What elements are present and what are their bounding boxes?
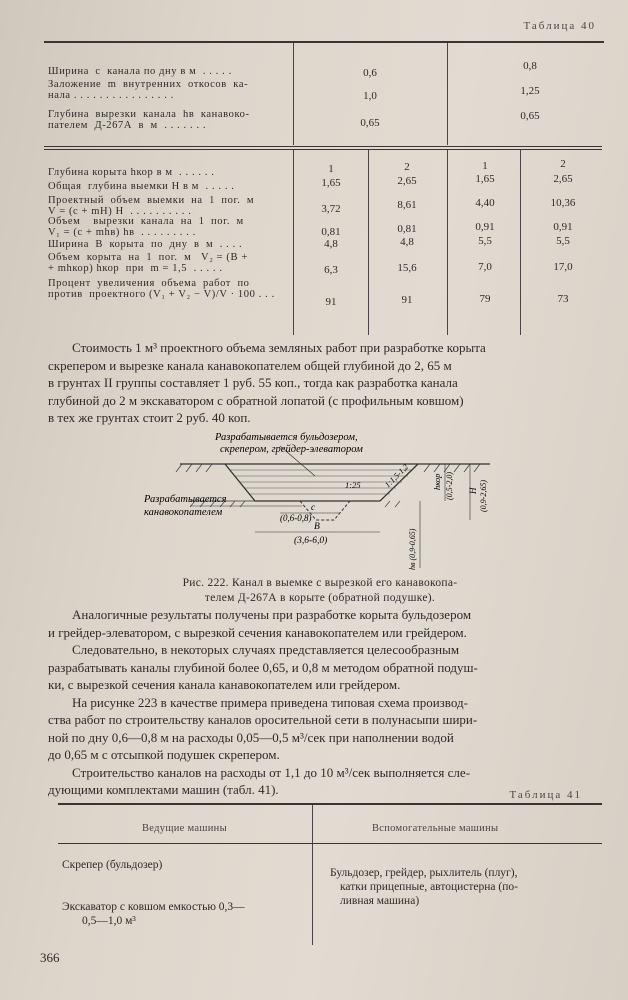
table-40-cell: 15,6 (397, 262, 417, 274)
text-line: Следовательно, в некоторых случаях представляется целесообразным (72, 642, 460, 657)
table-41-cell: Скрепер (бульдозер) (62, 859, 163, 871)
table-40-cell: 5,5 (556, 235, 570, 247)
table-40-cell: 2 (560, 158, 566, 170)
table-40-cell: 73 (557, 293, 569, 305)
figure-dim: (0,9-2,65) (479, 480, 488, 512)
figure-dim: (0,5-2,0) (445, 472, 454, 500)
text-line: Аналогичные результаты получены при разработке корыта бульдозером (72, 607, 472, 622)
text-line: На рисунке 223 в качестве примера приведена типовая схема производ- (72, 694, 468, 710)
table-40-row-label: Проектный объем выемки на 1 пог. м V = (с + mH) H . . . . . . . . . . (48, 195, 255, 217)
table-40-row-label: Заложение m внутренних откосов ка- нала . . . . . . . . . . . . . . . . (48, 79, 249, 101)
text-line: и грейдер-элеватором, с вырезкой сечения канавокопателем или грейдером. (48, 624, 467, 640)
table-40-row-label: Ширина с канала по дну в м . . . . . (48, 66, 232, 77)
table-41-caption: Таблица 41 (509, 789, 582, 801)
table-40-row-label: Объем корыта на 1 пог. м V₂ = (B + + mhкор) hкор при m = 1,5 . . . . . (48, 252, 248, 274)
body-paragraph (48, 606, 600, 799)
table-40-col-divider (520, 150, 521, 335)
table-40-cell: 0,81 (321, 226, 341, 238)
table-40-cell: 4,8 (324, 238, 338, 250)
table-40-row-label: Глубина корыта hкор в м . . . . . . (48, 167, 215, 178)
table-40-cell: 5,5 (478, 235, 492, 247)
canal-cross-section-figure (130, 428, 510, 573)
table-41-cell: ливная машина) (340, 895, 420, 907)
text-line: в тех же грунтах стоит 2 руб. 40 коп. (48, 410, 251, 425)
table-40-cell: 1,65 (475, 173, 495, 185)
table-40-cell: 0,81 (397, 223, 417, 235)
figure-dim: (0,6-0,8) (280, 513, 312, 523)
text-line: Строительство каналов на расходы от 1,1 до 10 м³/сек выполняется сле- (72, 764, 471, 780)
text-line: скрепером и вырезке канала канавокопателем общей глубиной до 2, 65 м (48, 357, 452, 373)
figure-dim: H (468, 487, 478, 494)
figure-dim: 1:1,5-1,2 (383, 462, 411, 490)
table-40-cell: 0,65 (520, 110, 540, 122)
table-40-cell: 6,3 (324, 264, 338, 276)
table-40-cell: 91 (325, 296, 337, 308)
table-40-cell: 79 (479, 293, 491, 305)
table-41-header: Ведущие машины (142, 823, 227, 834)
table-40-cell: 0,6 (363, 67, 377, 79)
figure-caption-line: Рис. 222. Канал в выемке с вырезкой его канавокопа- (182, 577, 458, 589)
table-40-cell: 2,65 (397, 175, 417, 187)
text-line: до 0,65 м с отсыпкой подушек скрепером. (48, 747, 280, 762)
text-line: ства работ по строительству каналов оросительной сети в полунасыпи шири- (48, 712, 478, 727)
table-40-mid-rule (44, 146, 602, 147)
table-41-cell: Бульдозер, грейдер, рыхлитель (плуг), (330, 867, 518, 879)
table-40-cell: 91 (401, 294, 413, 306)
table-40-cell: 1 (482, 160, 488, 172)
table-41-cell: катки прицепные, автоцистерна (по- (340, 881, 518, 893)
text-line: дующими комплектами машин (табл. 41). (48, 782, 279, 797)
text-line: ки, с вырезкой сечения канала канавокопателем или грейдером. (48, 677, 401, 692)
table-40-cell: 3,72 (321, 203, 341, 215)
figure-label: скрепером, грейдер-элеватором (220, 444, 363, 455)
figure-label: Разрабатывается (144, 494, 227, 505)
table-41-cell: Экскаватор с ковшом емкостью 0,3— (62, 901, 245, 913)
table-40-mid-rule (44, 149, 602, 150)
text-line: ной по дну 0,6—0,8 м на расходы 0,05—0,5 м³/сек при наполнении водой (48, 729, 454, 745)
figure-dim: 1:25 (345, 480, 361, 490)
figure-dim: (3,6-6,0) (294, 536, 328, 546)
text-line: глубиной до 2 м экскаватором с обратной лопатой (с профильным ковшом) (48, 392, 464, 408)
table-40-cell: 4,8 (400, 236, 414, 248)
table-40-row-label: Глубина вырезки канала hв канавоко- пателем Д-267А в м . . . . . . . (48, 109, 250, 131)
table-40-cell: 2 (404, 161, 410, 173)
figure-dim: hв (0,9-0,65) (408, 528, 417, 570)
table-40-col-divider (368, 150, 369, 335)
text-line: Стоимость 1 м³ проектного объема земляных работ при разработке корыта (72, 340, 486, 355)
table-40-cell: 17,0 (553, 261, 573, 273)
table-40-cell: 1,0 (363, 90, 377, 102)
table-40-cell: 7,0 (478, 261, 492, 273)
text-line: в грунтах II группы составляет 1 руб. 55 коп., тогда как разработка канала (48, 375, 458, 390)
table-40-col-divider (447, 150, 448, 335)
figure-dim: с (311, 502, 315, 512)
table-40-cell: 1,25 (520, 85, 540, 97)
page-number: 366 (40, 950, 60, 965)
figure-label: канавокопателем (144, 507, 223, 518)
table-40-cell: 1 (328, 163, 334, 175)
table-40-cell: 0,8 (523, 60, 537, 72)
table-40-col-divider (293, 150, 294, 335)
table-41-top-rule (58, 803, 602, 805)
table-40-row-label: Процент увеличения объема работ по против проектного (V₁ + V₂ − V)/V · 100 . . . (48, 278, 275, 300)
figure-caption-line: телем Д-267А в корыте (обратной подушке). (204, 592, 436, 604)
figure-dim: B (314, 522, 320, 532)
table-40-cell: 4,40 (475, 197, 495, 209)
figure-caption (110, 576, 530, 606)
table-40-cell: 0,91 (553, 221, 573, 233)
table-41-cell: 0,5—1,0 м³ (82, 915, 136, 927)
table-40-cell: 10,36 (550, 197, 576, 209)
body-paragraph (48, 339, 600, 427)
table-40-col-divider (293, 43, 294, 145)
text-line: разрабатывать каналы глубиной более 0,65, и 0,8 м методом обратной подуш- (48, 659, 478, 675)
table-40-row-label: Ширина B корыта по дну в м . . . . (48, 239, 243, 250)
figure-label: Разрабатывается бульдозером, (215, 432, 358, 443)
table-40-cell: 2,65 (553, 173, 573, 185)
figure-dim: hкор (432, 473, 442, 490)
table-40-cell: 0,91 (475, 221, 495, 233)
table-40-cell: 0,65 (360, 117, 380, 129)
table-40-cell: 8,61 (397, 199, 417, 211)
table-41-header-rule (58, 843, 602, 844)
table-40-row-label: Общая глубина выемки H в м . . . . . (48, 181, 235, 192)
table-40-top-rule (44, 41, 604, 43)
table-40-cell: 1,65 (321, 177, 341, 189)
table-41-header: Вспомогательные машины (372, 823, 499, 834)
table-40-caption: Таблица 40 (523, 20, 596, 32)
table-41-col-divider (312, 805, 313, 945)
table-40-row-label: Объем вырезки канала на 1 пог. м V₁ = (с + mhв) hв . . . . . . . . . (48, 216, 244, 238)
table-40-col-divider (447, 43, 448, 145)
